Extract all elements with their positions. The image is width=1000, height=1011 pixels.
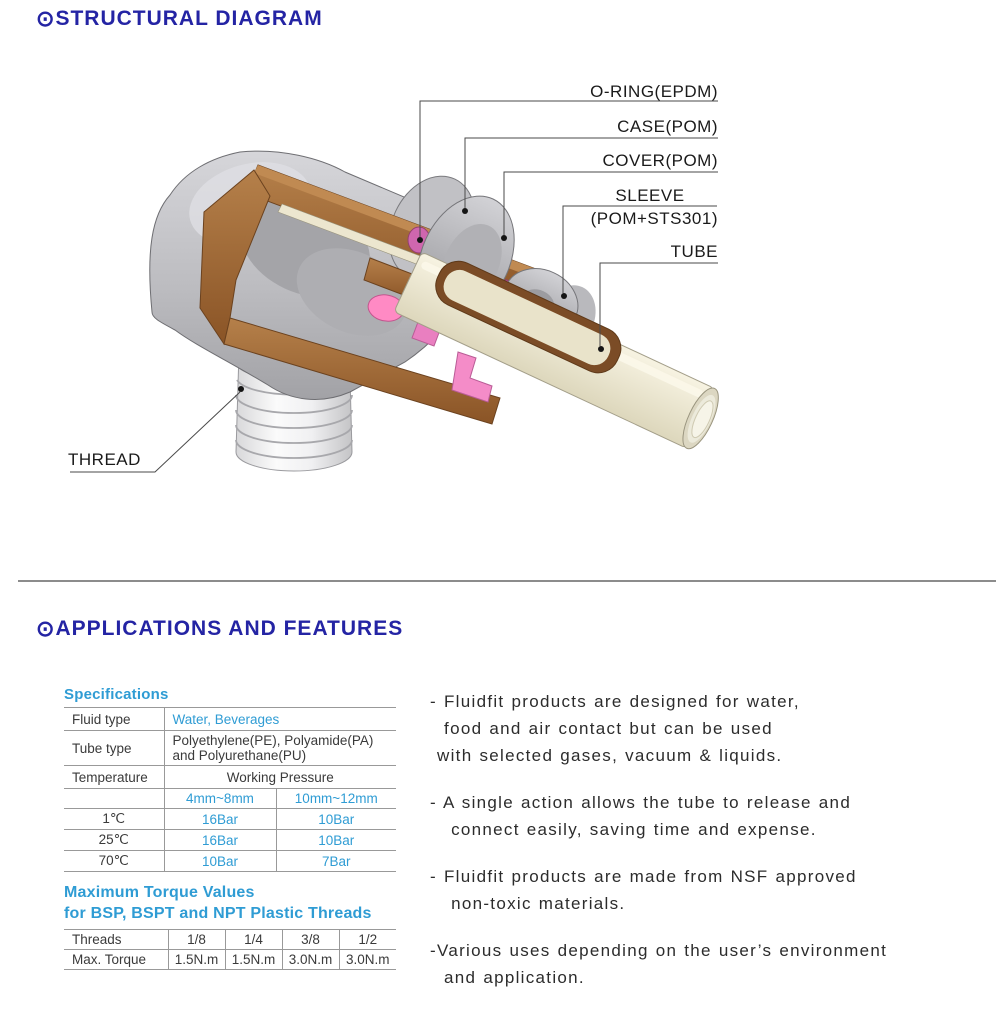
feature-line: - Fluidfit products are made from NSF approved bbox=[430, 867, 857, 886]
bullseye-icon: ⊙ bbox=[36, 6, 55, 31]
max-torque-label: Max. Torque bbox=[64, 950, 168, 970]
torque-value: 3.0N.m bbox=[282, 950, 339, 970]
torque-block bbox=[64, 882, 398, 970]
fluid-type-label: Fluid type bbox=[64, 708, 164, 731]
temp-value: 1℃ bbox=[64, 809, 164, 830]
list-item bbox=[430, 937, 990, 991]
working-pressure-label: Working Pressure bbox=[164, 766, 396, 789]
pressure-value: 7Bar bbox=[276, 851, 396, 872]
table-row bbox=[64, 766, 396, 789]
section-title-text: APPLICATIONS AND FEATURES bbox=[55, 617, 404, 640]
list-item bbox=[430, 789, 990, 843]
feature-line: food and air contact but can be used bbox=[430, 719, 773, 738]
pressure-value: 10Bar bbox=[276, 830, 396, 851]
table-row bbox=[64, 830, 396, 851]
feature-line: - Fluidfit products are designed for water, bbox=[430, 692, 800, 711]
size-header-4-8: 4mm~8mm bbox=[164, 789, 276, 809]
torque-value: 3.0N.m bbox=[339, 950, 396, 970]
temp-value: 70℃ bbox=[64, 851, 164, 872]
table-row bbox=[64, 731, 396, 766]
pressure-value: 10Bar bbox=[164, 851, 276, 872]
torque-value: 1.5N.m bbox=[225, 950, 282, 970]
thread-size: 1/4 bbox=[225, 930, 282, 950]
tube-type-value: Polyethylene(PE), Polyamide(PA) and Polyurethane(PU) bbox=[164, 731, 396, 766]
bullseye-icon: ⊙ bbox=[36, 616, 55, 641]
empty-cell bbox=[64, 789, 164, 809]
size-header-10-12: 10mm~12mm bbox=[276, 789, 396, 809]
label-cover: COVER(POM) bbox=[602, 151, 718, 170]
feature-list bbox=[430, 688, 990, 1011]
tube-shape bbox=[394, 244, 729, 454]
feature-line: and application. bbox=[430, 968, 585, 987]
torque-table bbox=[64, 929, 396, 970]
thread-size: 1/8 bbox=[168, 930, 225, 950]
section-divider bbox=[18, 580, 996, 582]
tube-type-label: Tube type bbox=[64, 731, 164, 766]
feature-line: connect easily, saving time and expense. bbox=[430, 820, 817, 839]
feature-line: with selected gases, vacuum & liquids. bbox=[430, 746, 783, 765]
torque-title-line1: Maximum Torque Values bbox=[64, 884, 255, 901]
list-item bbox=[430, 688, 990, 769]
threads-label: Threads bbox=[64, 930, 168, 950]
torque-title-line2: for BSP, BSPT and NPT Plastic Threads bbox=[64, 905, 372, 922]
label-tube: TUBE bbox=[670, 242, 718, 261]
feature-line: - A single action allows the tube to release and bbox=[430, 793, 852, 812]
temp-value: 25℃ bbox=[64, 830, 164, 851]
label-o-ring: O-RING(EPDM) bbox=[590, 82, 718, 101]
feature-line: -Various uses depending on the user’s environment bbox=[430, 941, 888, 960]
table-row bbox=[64, 789, 396, 809]
list-item bbox=[430, 863, 990, 917]
table-row bbox=[64, 950, 396, 970]
specifications-table bbox=[64, 707, 396, 872]
specifications-block bbox=[64, 686, 398, 872]
specifications-title: Specifications bbox=[64, 686, 169, 703]
temperature-label: Temperature bbox=[64, 766, 164, 789]
pressure-value: 16Bar bbox=[164, 830, 276, 851]
torque-value: 1.5N.m bbox=[168, 950, 225, 970]
table-row bbox=[64, 708, 396, 731]
section-title-text: STRUCTURAL DIAGRAM bbox=[55, 7, 323, 30]
feature-line: non-toxic materials. bbox=[430, 894, 626, 913]
table-row bbox=[64, 930, 396, 950]
label-sleeve-line2: (POM+STS301) bbox=[590, 209, 718, 228]
pressure-value: 16Bar bbox=[164, 809, 276, 830]
section-title-applications bbox=[36, 616, 403, 642]
fluid-type-value: Water, Beverages bbox=[164, 708, 396, 731]
thread-size: 3/8 bbox=[282, 930, 339, 950]
table-row bbox=[64, 851, 396, 872]
label-case: CASE(POM) bbox=[617, 117, 718, 136]
thread-size: 1/2 bbox=[339, 930, 396, 950]
label-thread: THREAD bbox=[68, 450, 141, 469]
label-sleeve-line1: SLEEVE bbox=[615, 186, 685, 205]
pressure-value: 10Bar bbox=[276, 809, 396, 830]
table-row bbox=[64, 809, 396, 830]
